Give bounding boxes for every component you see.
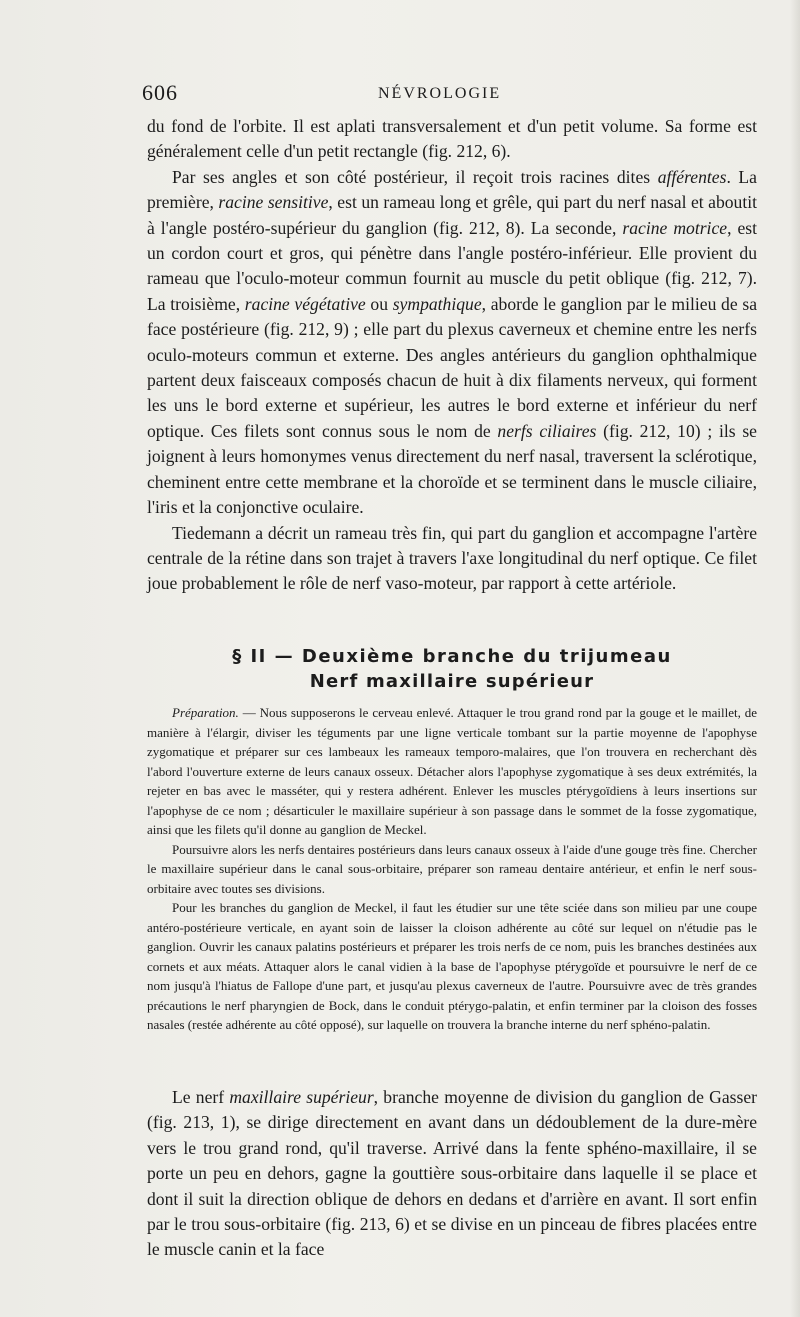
term-racine-sensitive: racine sensitive — [218, 192, 329, 213]
text-run: ou — [365, 293, 393, 314]
paragraph-maxillary-nerve — [147, 1085, 757, 1263]
running-head: NÉVROLOGIE — [378, 85, 502, 102]
preparation-paragraph-3: Pour les branches du ganglion de Meckel, il faut les étudier sur une tête sciée dans son milieu par une coupe antéro-postérieure verticale, en ayant soin de laisser la cloison adhérente au côté sur lequel on n'étudie pas le ganglion. Ouvrir les canaux palatins postérieurs et préparer les trois nerfs de ce nom, puis les branches destinées aux cornets et aux méats. Attaquer alors le canal vidien à la base de l'apophyse ptérygoïde et poursuivre le nerf de ce nom jusqu'à l'hiatus de Fallope d'une part, et jusqu'au plexus caverneux de l'autre. Poursuivre avec de très grandes précautions le nerf pharyngien de Bock, dans le conduit ptérygo-palatin, et enfin terminer par la cloison des fosses nasales (restée adhérente au côté opposé), sur laquelle on trouvera la branche interne du nerf sphéno-palatin. — [147, 900, 757, 1032]
text-run: , est un cordon court et gros, qui pénètre dans l'angle postéro-inférieur. Elle provient du rameau que l'oculo-moteur commun fournit au muscle du petit oblique (fig. 212, 7). La troisième, — [147, 217, 758, 314]
paragraph-orbit: du fond de l'orbite. Il est aplati transversalement et d'un petit volume. Sa forme est généralement celle d'un petit rectangle (fig. 212, 6). — [147, 116, 757, 162]
text-run: . La première, — [147, 166, 757, 213]
page-edge-shadow — [790, 0, 800, 1317]
text-run: Le nerf — [172, 1087, 230, 1107]
text-run: — Nous supposerons le cerveau enlevé. Attaquer le trou grand rond par la gouge et le maillet, de manière à l'élargir, diviser les téguments par une ligne verticale tombant sur la partie moyenne de l'apophyse zygomatique et préparer sur ces lambeaux les rameaux temporo-malaires, que l'on trouvera en recherchant dès l'abord l'ouverture externe de leurs canaux osseux. Détacher alors l'apophyse zygomatique à ses deux extrémités, la rejeter en bas avec le masséter, qui y restera adhérent. Enlever les muscles ptérygoïdiens à leurs insertions sur l'apophyse de ce nom ; désarticuler le maxillaire supérieur à son passage dans le sommet de la fosse zygomatique, ainsi que les filets qu'il donne au ganglion de Meckel. — [147, 705, 757, 837]
text-run: , aborde le ganglion par le milieu de sa face postérieure (fig. 212, 9) ; elle part du plexus caverneux et chemine entre les nerfs oculo-moteurs commun et externe. Des angles antérieurs du ganglion ophthalmique partent deux faisceaux composés chacun de huit à dix filaments nerveux, qui forment les uns le bord externe et supérieur, les autres le bord externe et inférieur du nerf optique. Ces filets sont connus sous le nom de — [147, 293, 757, 441]
preparation-paragraph-1 — [147, 703, 757, 840]
body-text-bottom — [147, 1085, 757, 1263]
text-run: Par ses angles et son côté postérieur, il reçoit trois racines dites — [172, 166, 658, 187]
page-number: 606 — [142, 80, 178, 105]
text-run: (fig. 212, 10) ; ils se joignent à leurs homonymes venus directement du nerf nasal, traversent la sclérotique, cheminent entre cette membrane et la choroïde et se terminent dans le muscle ciliaire, l'iris et la conjonctive oculaire. — [147, 420, 757, 518]
term-racine-motrice: racine motrice — [622, 217, 728, 238]
body-text-top — [147, 114, 757, 597]
preparation-label: Préparation. — [172, 705, 239, 720]
preparation-notes — [147, 703, 757, 1035]
paragraph-roots — [147, 165, 757, 521]
preparation-paragraph-2: Poursuivre alors les nerfs dentaires postérieurs dans leurs canaux osseux à l'aide d'une gouge très fine. Chercher le maxillaire supérieur dans le canal sous-orbitaire, préparer son rameau dentaire antérieur, et enfin le nerf sous-orbitaire avec toutes ses divisions. — [147, 841, 757, 896]
section-subheading: Nerf maxillaire supérieur — [309, 671, 595, 692]
page-header — [0, 80, 800, 110]
text-run: , branche moyenne de division du ganglion de Gasser (fig. 213, 1), se dirige directement en avant dans un dédoublement de la dure-mère vers le trou grand rond, qu'il traverse. Arrivé dans la fente sphéno-maxillaire, il se porte un peu en dehors, gagne la gouttière sous-orbitaire dans laquelle il se place et dont il suit la direction oblique de dehors en dedans et d'arrière en avant. Il sort enfin par le trou sous-orbitaire (fig. 213, 6) et se divise en un pinceau de fibres placées entre le muscle canin et la face — [147, 1087, 757, 1260]
term-sympathique: sympathique — [392, 293, 482, 314]
paragraph-tiedemann: Tiedemann a décrit un rameau très fin, qui part du ganglion et accompagne l'artère centrale de la rétine dans son trajet à travers l'axe longitudinal du nerf optique. Ce filet joue probablement le rôle de nerf vaso-moteur, par rapport à cette artériole. — [147, 522, 757, 594]
text-run: , est un rameau long et grêle, qui part du nerf nasal et aboutit à l'angle postéro-supérieur du ganglion (fig. 212, 8). La seconde, — [147, 192, 758, 238]
term-nerfs-ciliaires: nerfs ciliaires — [497, 420, 597, 441]
term-racine-vegetative: racine végétative — [244, 293, 366, 314]
term-maxillaire-superieur: maxillaire supérieur — [229, 1087, 374, 1107]
section-heading: § II — Deuxième branche du trijumeau — [232, 646, 672, 667]
term-afferentes: afférentes — [657, 166, 727, 187]
